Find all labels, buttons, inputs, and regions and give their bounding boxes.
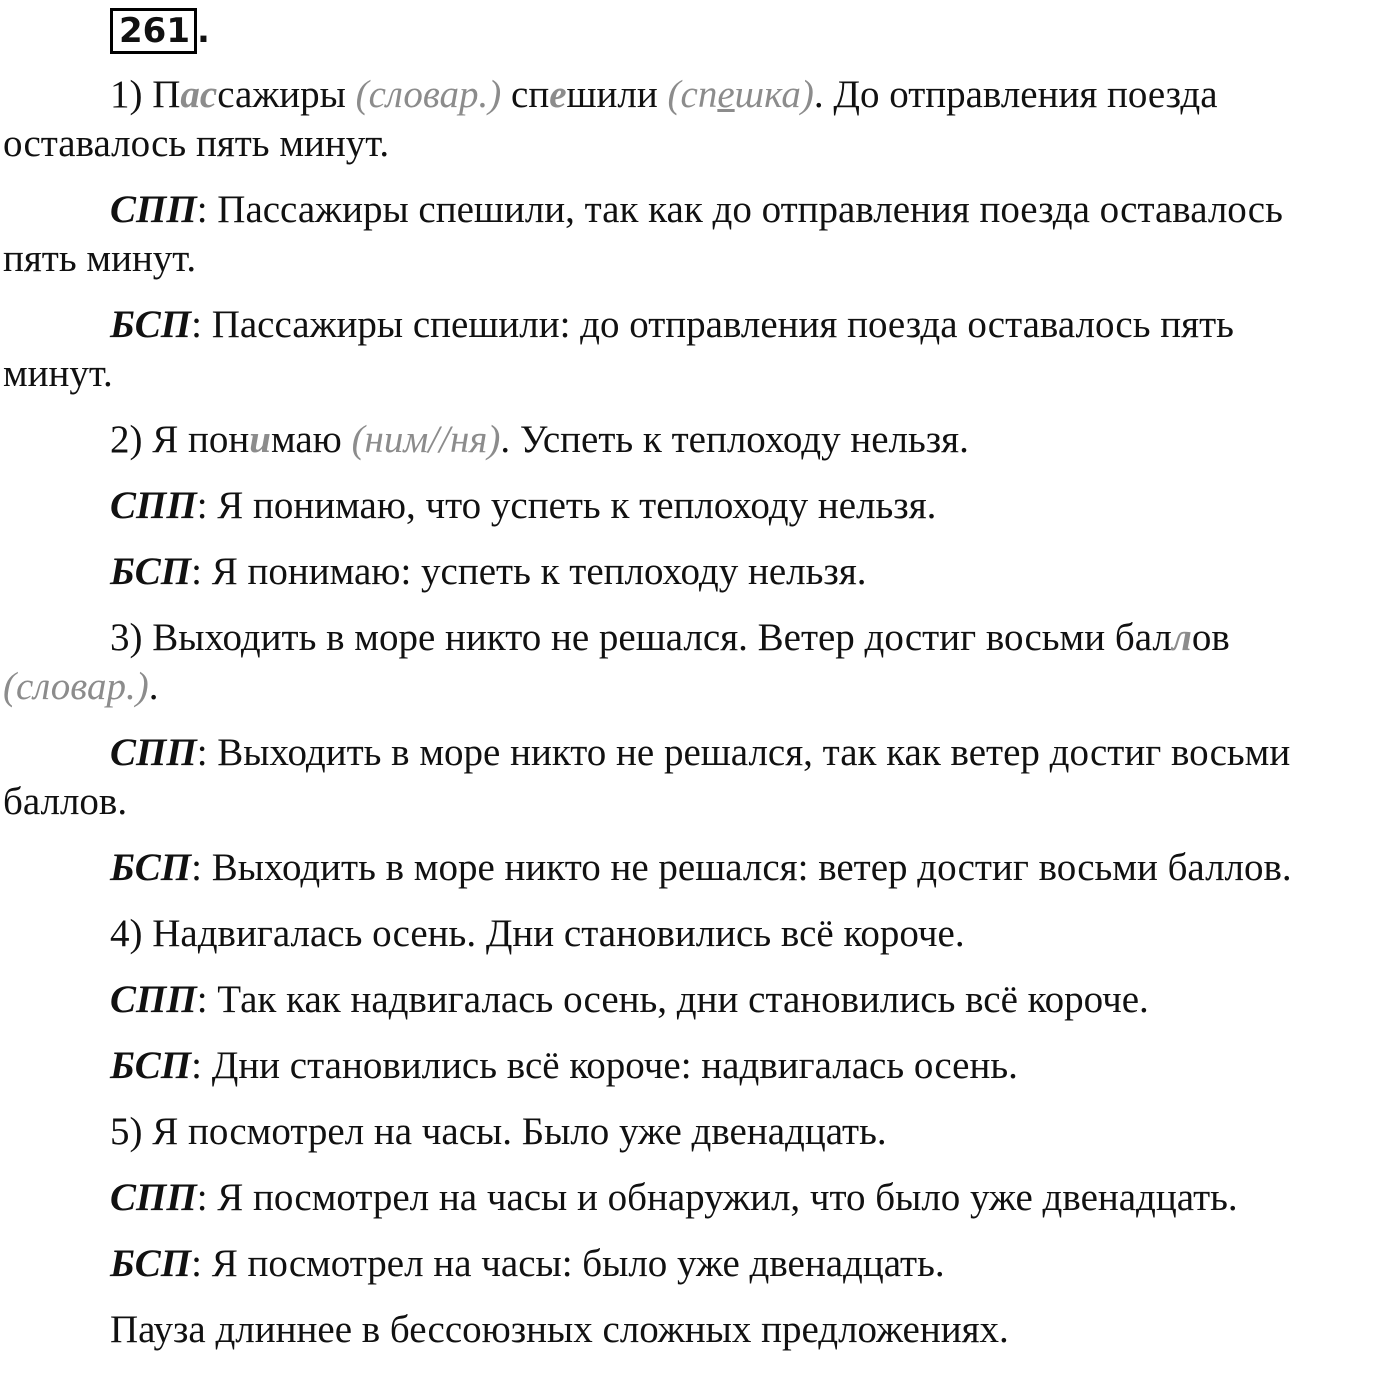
exercise-content xyxy=(3,70,1397,1371)
text-run: ов xyxy=(1191,616,1230,659)
sentence-4-task xyxy=(3,909,1397,958)
spp-label: СПП xyxy=(110,484,197,527)
sentence-3-spp xyxy=(3,728,1397,826)
bsp-label: БСП xyxy=(110,846,192,889)
exercise-number-dot: . xyxy=(196,11,210,51)
text-run: : Выходить в море никто не решался, так как ветер достиг восьми xyxy=(196,731,1291,774)
text-run: шили xyxy=(566,73,668,116)
text-run: 3) Выходить в море никто не решался. Ветер достиг восьми бал xyxy=(110,616,1172,659)
text-run: . Успеть к теплоходу нельзя. xyxy=(500,418,969,461)
spelling-hint: (ним//ня) xyxy=(351,418,501,461)
bsp-label: БСП xyxy=(110,550,192,593)
text-run: . До отправления поезда xyxy=(813,73,1218,116)
highlight-letters: е xyxy=(549,73,567,116)
bsp-label: БСП xyxy=(110,1242,192,1285)
sentence-4-bsp xyxy=(3,1041,1397,1090)
text-run: баллов. xyxy=(3,780,128,823)
spelling-hint xyxy=(668,73,814,116)
sentence-4-spp xyxy=(3,975,1397,1024)
sentence-1-bsp xyxy=(3,300,1397,398)
spp-label: СПП xyxy=(110,1176,197,1219)
text-run: сажиры xyxy=(217,73,356,116)
text-run: пять минут. xyxy=(3,237,197,280)
sentence-1-task xyxy=(3,70,1397,168)
text-run: : Так как надвигалась осень, дни становились всё короче. xyxy=(196,978,1149,1021)
sentence-2-spp xyxy=(3,481,1397,530)
text-run: : Выходить в море никто не решался: ветер достиг восьми баллов. xyxy=(191,846,1292,889)
sentence-5-spp xyxy=(3,1173,1397,1222)
spelling-hint: (словар.) xyxy=(355,73,502,116)
text-run: 1) П xyxy=(110,73,181,116)
text-run: 4) Надвигалась осень. Дни становились всё короче. xyxy=(110,912,965,955)
highlight-letters: ас xyxy=(180,73,218,116)
text-run: маю xyxy=(270,418,352,461)
sentence-3-bsp xyxy=(3,843,1397,892)
sentence-5-task xyxy=(3,1107,1397,1156)
text-run: сп xyxy=(501,73,550,116)
highlight-letters: и xyxy=(249,418,271,461)
sentence-3-task xyxy=(3,613,1397,711)
exercise-number-box: 261 xyxy=(110,8,197,54)
hint-part: шка) xyxy=(734,73,814,116)
text-run: Пауза длиннее в бессоюзных сложных предложениях. xyxy=(110,1308,1009,1351)
text-run: : Я посмотрел на часы: было уже двенадцать. xyxy=(191,1242,945,1285)
spelling-hint: (словар.) xyxy=(3,665,149,708)
text-run: 2) Я пон xyxy=(110,418,250,461)
text-run: : Пассажиры спешили, так как до отправления поезда оставалось xyxy=(196,188,1283,231)
conclusion xyxy=(3,1305,1397,1354)
hint-underlined-letter: е xyxy=(717,73,735,116)
text-run: : Я понимаю: успеть к теплоходу нельзя. xyxy=(191,550,867,593)
text-run: . xyxy=(148,665,159,708)
text-run: : Дни становились всё короче: надвигалась осень. xyxy=(191,1044,1018,1087)
bsp-label: БСП xyxy=(110,1044,192,1087)
spp-label: СПП xyxy=(110,731,197,774)
spp-label: СПП xyxy=(110,978,197,1021)
bsp-label: БСП xyxy=(110,303,192,346)
highlight-letters: л xyxy=(1171,616,1192,659)
sentence-5-bsp xyxy=(3,1239,1397,1288)
text-run: : Пассажиры спешили: до отправления поезда оставалось пять xyxy=(191,303,1234,346)
sentence-2-task xyxy=(3,415,1397,464)
spp-label: СПП xyxy=(110,188,197,231)
sentence-2-bsp xyxy=(3,547,1397,596)
text-run: : Я посмотрел на часы и обнаружил, что было уже двенадцать. xyxy=(196,1176,1238,1219)
text-run: минут. xyxy=(3,352,113,395)
text-run: 5) Я посмотрел на часы. Было уже двенадцать. xyxy=(110,1110,887,1153)
exercise-header xyxy=(110,8,210,54)
sentence-1-spp xyxy=(3,185,1397,283)
text-run: оставалось пять минут. xyxy=(3,122,390,165)
text-run: : Я понимаю, что успеть к теплоходу нельзя. xyxy=(196,484,937,527)
hint-part: (сп xyxy=(667,73,718,116)
